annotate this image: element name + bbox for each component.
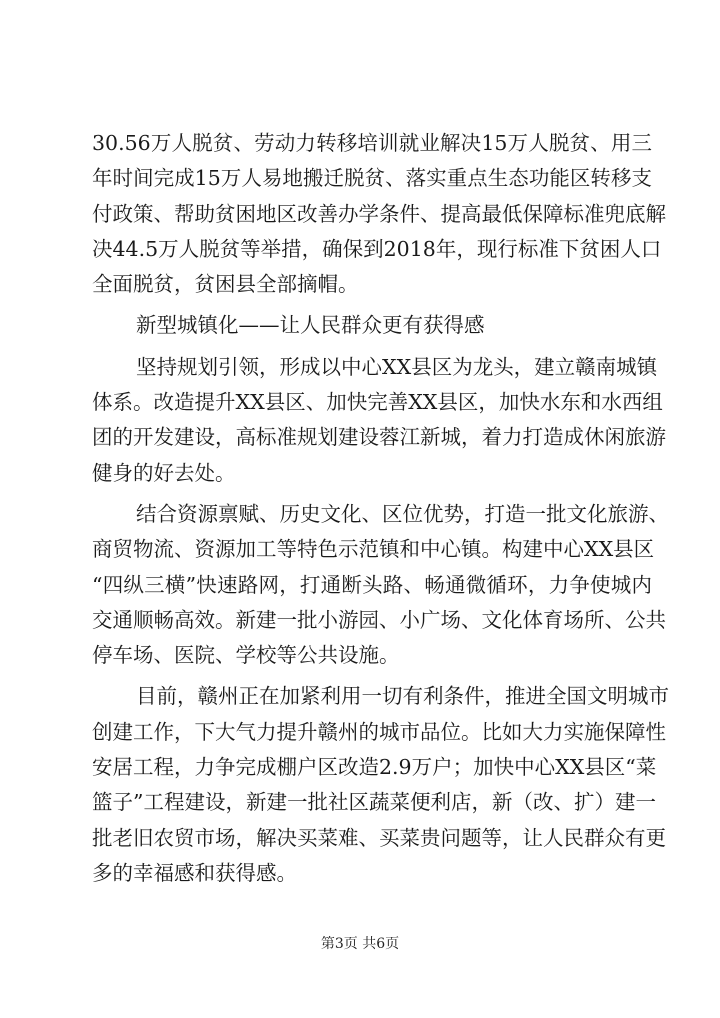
text-line: “四纵三横”快速路网，打通断头路、畅通微循环，力争使城内 [92, 572, 652, 597]
text-line: 全面脱贫，贫困县全部摘帽。 [92, 272, 359, 297]
paragraph [92, 679, 669, 891]
paragraph [92, 497, 669, 673]
text-line: 创建工作，下大气力提升赣州的城市品位。比如大力实施保障性 [92, 719, 666, 744]
text-line: 健身的好去处。 [92, 460, 236, 485]
text-line: 目前，赣州正在加紧利用一切有利条件，推进全国文明城市 [136, 684, 669, 709]
text-line: 结合资源禀赋、历史文化、区位优势，打造一批文化旅游、 [136, 501, 669, 526]
text-line: 交通顺畅高效。新建一批小游园、小广场、文化体育场所、公共 [92, 607, 666, 632]
text-line: 团的开发建设，高标准规划建设蓉江新城，着力打造成休闲旅游 [92, 425, 666, 450]
text-line: 坚持规划引领，形成以中心XX县区为龙头，建立赣南城镇 [136, 354, 658, 379]
text-line: 安居工程，力争完成棚户区改造2.9万户；加快中心XX县区“菜 [92, 755, 657, 780]
text-line: 付政策、帮助贫困地区改善办学条件、提高最低保障标准兜底解 [92, 201, 666, 226]
text-line: 批老旧农贸市场，解决买菜难、买菜贵问题等，让人民群众有更 [92, 825, 666, 850]
section-heading: 新型城镇化——让人民群众更有获得感 [136, 313, 485, 338]
text-line: 决44.5万人脱贫等举措，确保到2018年，现行标准下贫困人口 [92, 236, 662, 261]
text-line: 篮子”工程建设，新建一批社区蔬菜便利店，新（改、扩）建一 [92, 790, 656, 815]
document-body [92, 126, 669, 891]
text-line: 体系。改造提升XX县区、加快完善XX县区，加快水东和水西组 [92, 390, 663, 415]
text-line: 停车场、医院、学校等公共设施。 [92, 643, 400, 668]
text-line: 商贸物流、资源加工等特色示范镇和中心镇。构建中心XX县区 [92, 537, 655, 562]
text-line: 30.56万人脱贫、劳动力转移培训就业解决15万人脱贫、用三 [92, 131, 652, 155]
paragraph [92, 350, 666, 491]
page-number-footer: 第3页 共6页 [320, 936, 400, 952]
text-line: 年时间完成15万人易地搬迁脱贫、落实重点生态功能区转移支 [92, 166, 652, 191]
paragraph [92, 126, 666, 302]
text-line: 多的幸福感和获得感。 [92, 860, 297, 885]
